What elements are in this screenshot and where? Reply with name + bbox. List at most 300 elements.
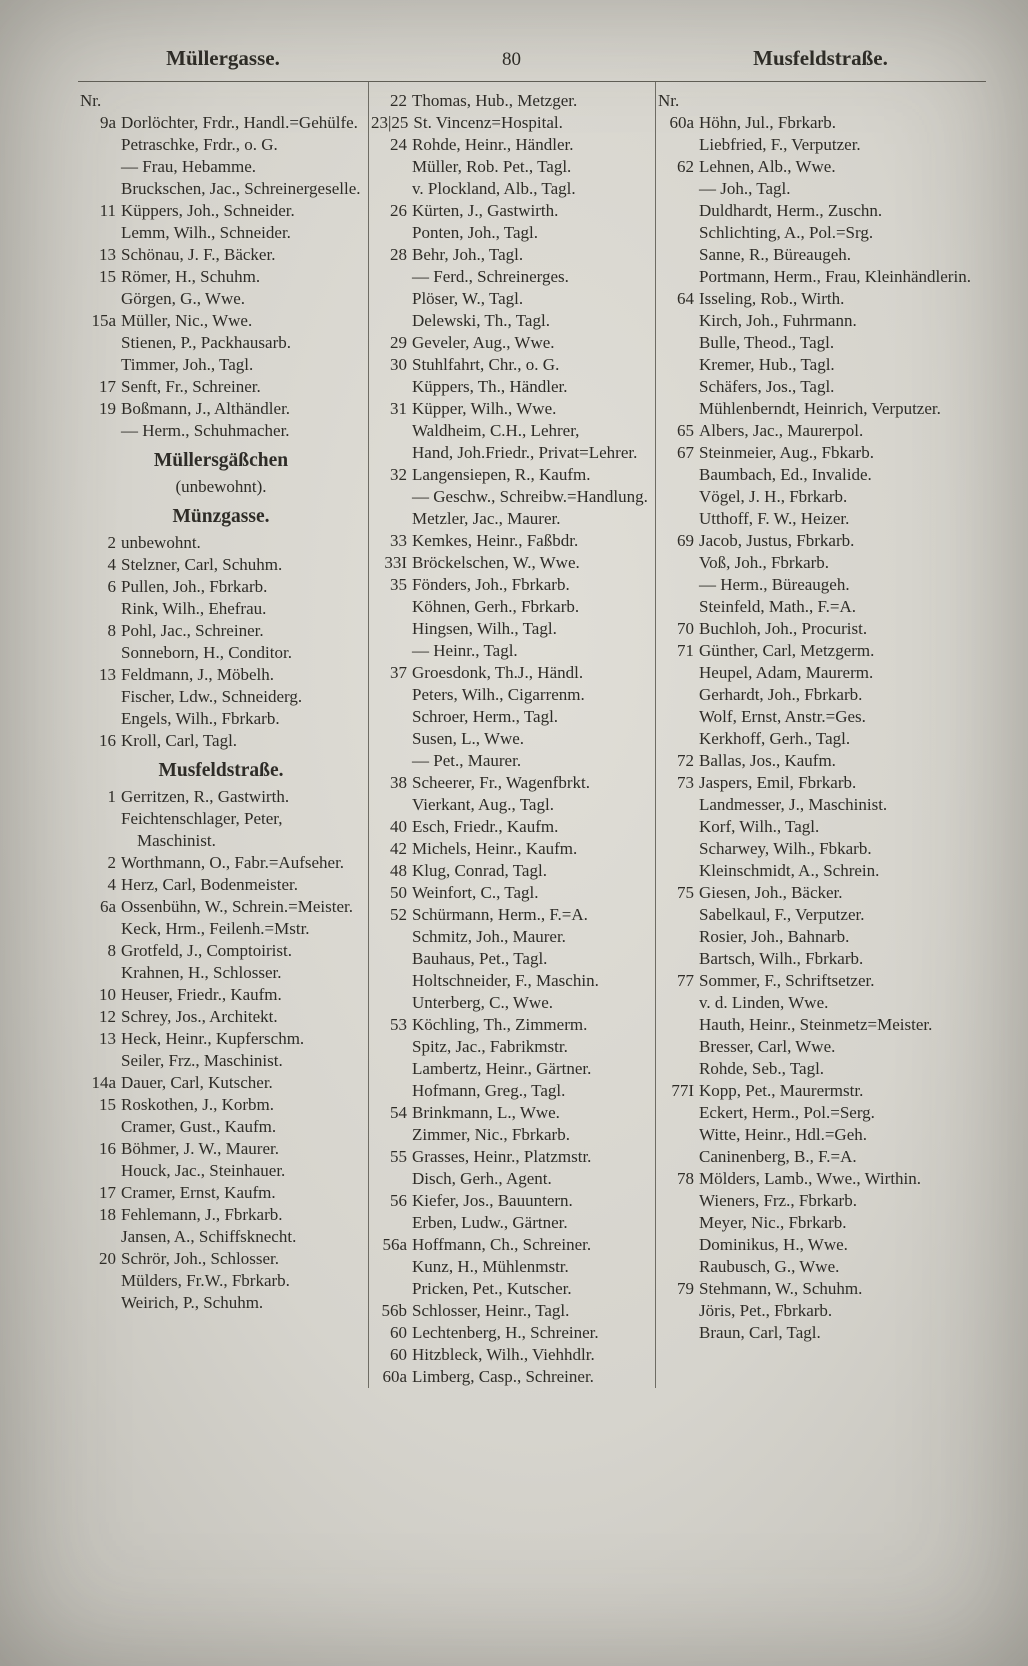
directory-entry	[371, 508, 649, 530]
house-number	[658, 1058, 699, 1080]
house-number: 4	[107, 555, 116, 574]
directory-entry	[80, 896, 362, 918]
directory-entry	[371, 860, 649, 882]
entry-text: Stuhlfahrt, Chr., o. G.	[412, 355, 560, 374]
house-number: 78	[677, 1169, 694, 1188]
house-number: 67	[677, 443, 694, 462]
directory-entry	[371, 354, 649, 376]
house-number	[80, 1226, 121, 1248]
entry-text: Ponten, Joh., Tagl.	[412, 223, 538, 242]
entry-text: Houck, Jac., Steinhauer.	[121, 1161, 286, 1180]
house-number	[371, 970, 412, 992]
entry-text: Feichtenschlager, Peter, Maschinist.	[121, 809, 283, 850]
house-number: 17	[99, 1183, 116, 1202]
directory-entry	[80, 874, 362, 896]
entry-text: Weinfort, C., Tagl.	[412, 883, 539, 902]
directory-entry	[658, 156, 980, 178]
entry-text: — Herm., Büreaugeh.	[699, 575, 850, 594]
house-number: 4	[107, 875, 116, 894]
house-number	[371, 1278, 412, 1300]
directory-entry	[658, 1300, 980, 1322]
house-number: 56	[390, 1191, 407, 1210]
house-number	[371, 310, 412, 332]
entry-text: Ballas, Jos., Kaufm.	[699, 751, 836, 770]
entry-text: Erben, Ludw., Gärtner.	[412, 1213, 568, 1232]
directory-entry	[658, 310, 980, 332]
directory-entry	[80, 918, 362, 940]
house-number: 16	[99, 1139, 116, 1158]
directory-entry	[80, 244, 362, 266]
house-number: 23|25	[371, 113, 409, 132]
house-number	[371, 1058, 412, 1080]
house-number: 56b	[381, 1301, 407, 1320]
entry-text: Müller, Rob. Pet., Tagl.	[412, 157, 572, 176]
directory-entry	[80, 266, 362, 288]
directory-entry	[658, 904, 980, 926]
house-number	[658, 728, 699, 750]
house-number	[658, 596, 699, 618]
directory-entry	[371, 1190, 649, 1212]
street-heading: Musfeldstraße.	[158, 760, 284, 781]
entry-text: Pullen, Joh., Fbrkarb.	[121, 577, 268, 596]
directory-entry	[658, 530, 980, 552]
entry-text: Gerhardt, Joh., Fbrkarb.	[699, 685, 863, 704]
entry-text: Schmitz, Joh., Maurer.	[412, 927, 566, 946]
directory-entry	[371, 222, 649, 244]
directory-entry	[371, 662, 649, 684]
entry-text: v. Plockland, Alb., Tagl.	[412, 179, 576, 198]
house-number	[658, 1190, 699, 1212]
entry-text: Jöris, Pet., Fbrkarb.	[699, 1301, 833, 1320]
directory-entry	[371, 1124, 649, 1146]
directory-entry	[658, 244, 980, 266]
entry-text: Kopp, Pet., Maurermstr.	[699, 1081, 864, 1100]
house-number	[371, 508, 412, 530]
house-number: 56a	[382, 1235, 407, 1254]
entry-text: Bulle, Theod., Tagl.	[699, 333, 835, 352]
entry-text: Köchling, Th., Zimmerm.	[412, 1015, 588, 1034]
directory-entry	[80, 398, 362, 420]
entry-text: Cramer, Gust., Kaufm.	[121, 1117, 277, 1136]
directory-entry	[658, 596, 980, 618]
directory-entry	[658, 332, 980, 354]
directory-entry	[658, 992, 980, 1014]
house-number: 6a	[99, 897, 116, 916]
entry-text: Jacob, Justus, Fbrkarb.	[699, 531, 855, 550]
entry-text: Bruckschen, Jac., Schreinergeselle.	[121, 179, 361, 198]
entry-text: Rohde, Heinr., Händler.	[412, 135, 574, 154]
house-number	[658, 464, 699, 486]
directory-entry	[658, 706, 980, 728]
entry-text: Keck, Hrm., Feilenh.=Mstr.	[121, 919, 310, 938]
house-number: 14a	[91, 1073, 116, 1092]
house-number	[658, 508, 699, 530]
entry-text: Liebfried, F., Verputzer.	[699, 135, 861, 154]
directory-entry	[658, 970, 980, 992]
entry-text: Unterberg, C., Wwe.	[412, 993, 554, 1012]
directory-entry	[80, 852, 362, 874]
house-number	[371, 1080, 412, 1102]
house-number	[80, 708, 121, 730]
entry-text: Grasses, Heinr., Platzmstr.	[412, 1147, 592, 1166]
house-number: 60a	[669, 113, 694, 132]
house-number: 15	[99, 1095, 116, 1114]
house-number	[658, 1322, 699, 1344]
directory-entry	[658, 134, 980, 156]
directory-entry	[371, 90, 649, 112]
directory-entry	[80, 1072, 362, 1094]
house-number	[80, 420, 121, 442]
house-number	[371, 640, 412, 662]
directory-entry	[371, 1256, 649, 1278]
house-number: 16	[99, 731, 116, 750]
entry-text: Schrör, Joh., Schlosser.	[121, 1249, 279, 1268]
entry-text: Vögel, J. H., Fbrkarb.	[699, 487, 848, 506]
entry-text: Limberg, Casp., Schreiner.	[412, 1367, 594, 1386]
entry-text: Kremer, Hub., Tagl.	[699, 355, 835, 374]
entry-text: Peters, Wilh., Cigarrenm.	[412, 685, 585, 704]
directory-entry	[80, 134, 362, 156]
entry-text: Römer, H., Schuhm.	[121, 267, 261, 286]
directory-entry	[658, 508, 980, 530]
directory-entry	[371, 134, 649, 156]
house-number	[658, 684, 699, 706]
directory-entry	[371, 1102, 649, 1124]
entry-text: Höhn, Jul., Fbrkarb.	[699, 113, 836, 132]
entry-text: Lemm, Wilh., Schneider.	[121, 223, 291, 242]
directory-entry	[371, 618, 649, 640]
directory-entry	[658, 266, 980, 288]
entry-text: Steinfeld, Math., F.=A.	[699, 597, 856, 616]
directory-entry	[80, 200, 362, 222]
house-number: 37	[390, 663, 407, 682]
directory-entry	[658, 420, 980, 442]
house-number	[371, 706, 412, 728]
entry-text: Seiler, Frz., Maschinist.	[121, 1051, 283, 1070]
directory-entry	[371, 706, 649, 728]
entry-text: Stelzner, Carl, Schuhm.	[121, 555, 283, 574]
directory-entry	[80, 112, 362, 134]
entry-text: Heupel, Adam, Maurerm.	[699, 663, 874, 682]
house-number	[371, 420, 412, 442]
directory-entry	[658, 288, 980, 310]
entry-text: Behr, Joh., Tagl.	[412, 245, 524, 264]
directory-entry	[371, 1058, 649, 1080]
directory-entry	[658, 486, 980, 508]
directory-entry	[658, 1256, 980, 1278]
entry-text: Kiefer, Jos., Bauuntern.	[412, 1191, 573, 1210]
entry-text: Pohl, Jac., Schreiner.	[121, 621, 264, 640]
directory-entry	[658, 1212, 980, 1234]
house-number: 8	[107, 621, 116, 640]
directory-entry	[658, 442, 980, 464]
entry-text: Wolf, Ernst, Anstr.=Ges.	[699, 707, 866, 726]
house-number	[371, 596, 412, 618]
entry-text: Rink, Wilh., Ehefrau.	[121, 599, 267, 618]
house-number	[371, 222, 412, 244]
entry-text: Weirich, P., Schuhm.	[121, 1293, 264, 1312]
house-number: 71	[677, 641, 694, 660]
entry-text: Günther, Carl, Metzgerm.	[699, 641, 875, 660]
directory-entry	[658, 948, 980, 970]
directory-entry	[371, 772, 649, 794]
house-number	[371, 992, 412, 1014]
house-number: 13	[99, 1029, 116, 1048]
house-number: 62	[677, 157, 694, 176]
directory-entry	[371, 1234, 649, 1256]
directory-entry	[80, 332, 362, 354]
house-number: 35	[390, 575, 407, 594]
house-number: 48	[390, 861, 407, 880]
column	[655, 82, 986, 1388]
entry-text: Albers, Jac., Maurerpol.	[699, 421, 864, 440]
entry-text: Heck, Heinr., Kupferschm.	[121, 1029, 305, 1048]
entry-text: — Frau, Hebamme.	[121, 157, 257, 176]
entry-text: Dominikus, H., Wwe.	[699, 1235, 848, 1254]
house-number	[371, 1036, 412, 1058]
entry-text: Cramer, Ernst, Kaufm.	[121, 1183, 276, 1202]
entry-text: Landmesser, J., Maschinist.	[699, 795, 888, 814]
directory-entry	[371, 596, 649, 618]
entry-text: Görgen, G., Wwe.	[121, 289, 246, 308]
house-number	[658, 552, 699, 574]
directory-entry	[371, 926, 649, 948]
house-number	[371, 178, 412, 200]
entry-text: Müller, Nic., Wwe.	[121, 311, 253, 330]
entry-text: Kroll, Carl, Tagl.	[121, 731, 238, 750]
column	[78, 82, 368, 1388]
directory-entry	[658, 1234, 980, 1256]
directory-entry	[80, 156, 362, 178]
entry-text: Bresser, Carl, Wwe.	[699, 1037, 836, 1056]
directory-entry	[80, 1248, 362, 1270]
directory-entry	[80, 1116, 362, 1138]
directory-entry	[371, 1014, 649, 1036]
entry-text: Langensiepen, R., Kaufm.	[412, 465, 591, 484]
entry-text: Sabelkaul, F., Verputzer.	[699, 905, 865, 924]
directory-entry	[371, 574, 649, 596]
directory-entry	[658, 662, 980, 684]
house-number	[371, 1168, 412, 1190]
entry-text: Ossenbühn, W., Schrein.=Meister.	[121, 897, 353, 916]
entry-text: Kleinschmidt, A., Schrein.	[699, 861, 880, 880]
house-number: 29	[390, 333, 407, 352]
house-number: 50	[390, 883, 407, 902]
entry-text: Michels, Heinr., Kaufm.	[412, 839, 578, 858]
entry-text: Bartsch, Wilh., Fbrkarb.	[699, 949, 864, 968]
house-number	[371, 794, 412, 816]
page-content	[78, 46, 986, 1388]
entry-text: Stienen, P., Packhausarb.	[121, 333, 291, 352]
entry-text: — Pet., Maurer.	[412, 751, 522, 770]
directory-entry	[80, 1138, 362, 1160]
directory-entry	[658, 640, 980, 662]
house-number	[658, 1014, 699, 1036]
directory-entry	[371, 112, 649, 134]
entry-text: Schürmann, Herm., F.=A.	[412, 905, 588, 924]
directory-entry	[371, 816, 649, 838]
entry-text: Fischer, Ldw., Schneiderg.	[121, 687, 303, 706]
house-number	[658, 574, 699, 596]
entry-text: Spitz, Jac., Fabrikmstr.	[412, 1037, 568, 1056]
entry-text: Metzler, Jac., Maurer.	[412, 509, 561, 528]
directory-entry	[371, 992, 649, 1014]
directory-entry	[371, 244, 649, 266]
entry-text: Portmann, Herm., Frau, Kleinhändlerin.	[699, 267, 971, 286]
house-number: 13	[99, 245, 116, 264]
entry-text: Lechtenberg, H., Schreiner.	[412, 1323, 599, 1342]
directory-entry	[371, 1300, 649, 1322]
directory-entry	[80, 962, 362, 984]
house-number	[658, 992, 699, 1014]
house-number: 73	[677, 773, 694, 792]
directory-entry	[80, 686, 362, 708]
directory-entry	[80, 1204, 362, 1226]
directory-entry	[371, 442, 649, 464]
entry-text: Hitzbleck, Wilh., Viehhdlr.	[412, 1345, 595, 1364]
house-number: 31	[390, 399, 407, 418]
directory-entry	[371, 728, 649, 750]
directory-entry	[80, 554, 362, 576]
entry-text: Schönau, J. F., Bäcker.	[121, 245, 276, 264]
page-number: 80	[502, 49, 521, 70]
house-number	[658, 200, 699, 222]
entry-text: Raubusch, G., Wwe.	[699, 1257, 840, 1276]
entry-text: Hoffmann, Ch., Schreiner.	[412, 1235, 592, 1254]
directory-entry	[658, 1014, 980, 1036]
entry-text: Grotfeld, J., Comptoirist.	[121, 941, 292, 960]
house-number: 65	[677, 421, 694, 440]
entry-text: Heuser, Friedr., Kaufm.	[121, 985, 282, 1004]
house-number	[658, 1102, 699, 1124]
directory-entry	[371, 1212, 649, 1234]
directory-entry	[658, 1036, 980, 1058]
entry-text: Herz, Carl, Bodenmeister.	[121, 875, 299, 894]
entry-text: Hauth, Heinr., Steinmetz=Meister.	[699, 1015, 933, 1034]
house-number: 75	[677, 883, 694, 902]
house-number: 69	[677, 531, 694, 550]
entry-text: Krahnen, H., Schlosser.	[121, 963, 282, 982]
house-number	[658, 244, 699, 266]
directory-entry	[371, 156, 649, 178]
house-number: 28	[390, 245, 407, 264]
directory-entry	[658, 1080, 980, 1102]
house-number	[371, 486, 412, 508]
directory-entry	[80, 288, 362, 310]
directory-entry	[658, 222, 980, 244]
house-number	[371, 1212, 412, 1234]
entry-text: Disch, Gerh., Agent.	[412, 1169, 552, 1188]
entry-text: Esch, Friedr., Kaufm.	[412, 817, 559, 836]
directory-entry	[371, 1036, 649, 1058]
page-header	[78, 46, 986, 71]
entry-text: Holtschneider, F., Maschin.	[412, 971, 599, 990]
entry-text: Schlosser, Heinr., Tagl.	[412, 1301, 570, 1320]
entry-text: Susen, L., Wwe.	[412, 729, 525, 748]
entry-text: Braun, Carl, Tagl.	[699, 1323, 821, 1342]
house-number	[371, 684, 412, 706]
entry-text: Eckert, Herm., Pol.=Serg.	[699, 1103, 875, 1122]
house-number	[80, 134, 121, 156]
directory-entry	[371, 794, 649, 816]
entry-text: Hofmann, Greg., Tagl.	[412, 1081, 566, 1100]
entry-text: Kemkes, Heinr., Faßbdr.	[412, 531, 579, 550]
house-number	[658, 838, 699, 860]
directory-entry	[371, 332, 649, 354]
entry-text: Böhmer, J. W., Maurer.	[121, 1139, 279, 1158]
house-number	[80, 686, 121, 708]
house-number: 26	[390, 201, 407, 220]
house-number	[80, 222, 121, 244]
directory-entry	[80, 1094, 362, 1116]
entry-text: Roskothen, J., Korbm.	[121, 1095, 274, 1114]
house-number	[80, 1270, 121, 1292]
entry-text: Meyer, Nic., Fbrkarb.	[699, 1213, 847, 1232]
directory-entry	[80, 532, 362, 554]
house-number	[658, 794, 699, 816]
directory-entry	[658, 398, 980, 420]
directory-entry	[658, 376, 980, 398]
entry-text: Lehnen, Alb., Wwe.	[699, 157, 836, 176]
directory-entry	[371, 398, 649, 420]
house-number	[371, 156, 412, 178]
house-number: 38	[390, 773, 407, 792]
entry-text: Jaspers, Emil, Fbrkarb.	[699, 773, 857, 792]
entry-text: Gerritzen, R., Gastwirth.	[121, 787, 290, 806]
directory-entry	[80, 576, 362, 598]
house-number: 77I	[671, 1081, 694, 1100]
directory-entry	[80, 664, 362, 686]
directory-entry	[80, 620, 362, 642]
entry-text: Jansen, A., Schiffsknecht.	[121, 1227, 297, 1246]
directory-entry	[658, 200, 980, 222]
house-number	[80, 962, 121, 984]
house-number: 40	[390, 817, 407, 836]
directory-entry	[371, 266, 649, 288]
house-number	[658, 1300, 699, 1322]
house-number	[371, 728, 412, 750]
entry-text: Scharwey, Wilh., Fbkarb.	[699, 839, 872, 858]
house-number: 10	[99, 985, 116, 1004]
house-number	[371, 926, 412, 948]
entry-text: Petraschke, Frdr., o. G.	[121, 135, 278, 154]
number-column-label: Nr.	[658, 91, 680, 110]
directory-entry	[658, 684, 980, 706]
house-number	[80, 642, 121, 664]
directory-entry	[371, 552, 649, 574]
entry-text: Utthoff, F. W., Heizer.	[699, 509, 850, 528]
house-number: 2	[107, 853, 116, 872]
house-number: 9a	[99, 113, 116, 132]
street-subheading: (unbewohnt).	[175, 477, 267, 496]
entry-text: Küpper, Wilh., Wwe.	[412, 399, 557, 418]
entry-text: Schlichting, A., Pol.=Srg.	[699, 223, 874, 242]
street-heading: Müllersgäßchen	[153, 450, 289, 471]
directory-entry	[80, 730, 362, 752]
directory-entry	[658, 1168, 980, 1190]
directory-entry	[658, 574, 980, 596]
directory-entry	[80, 1160, 362, 1182]
entry-text: Schroer, Herm., Tagl.	[412, 707, 559, 726]
house-number: 72	[677, 751, 694, 770]
entry-text: Giesen, Joh., Bäcker.	[699, 883, 843, 902]
house-number: 15	[99, 267, 116, 286]
directory-entry	[658, 1124, 980, 1146]
entry-text: Vierkant, Aug., Tagl.	[412, 795, 554, 814]
directory-entry	[371, 200, 649, 222]
house-number: 8	[107, 941, 116, 960]
house-number: 13	[99, 665, 116, 684]
